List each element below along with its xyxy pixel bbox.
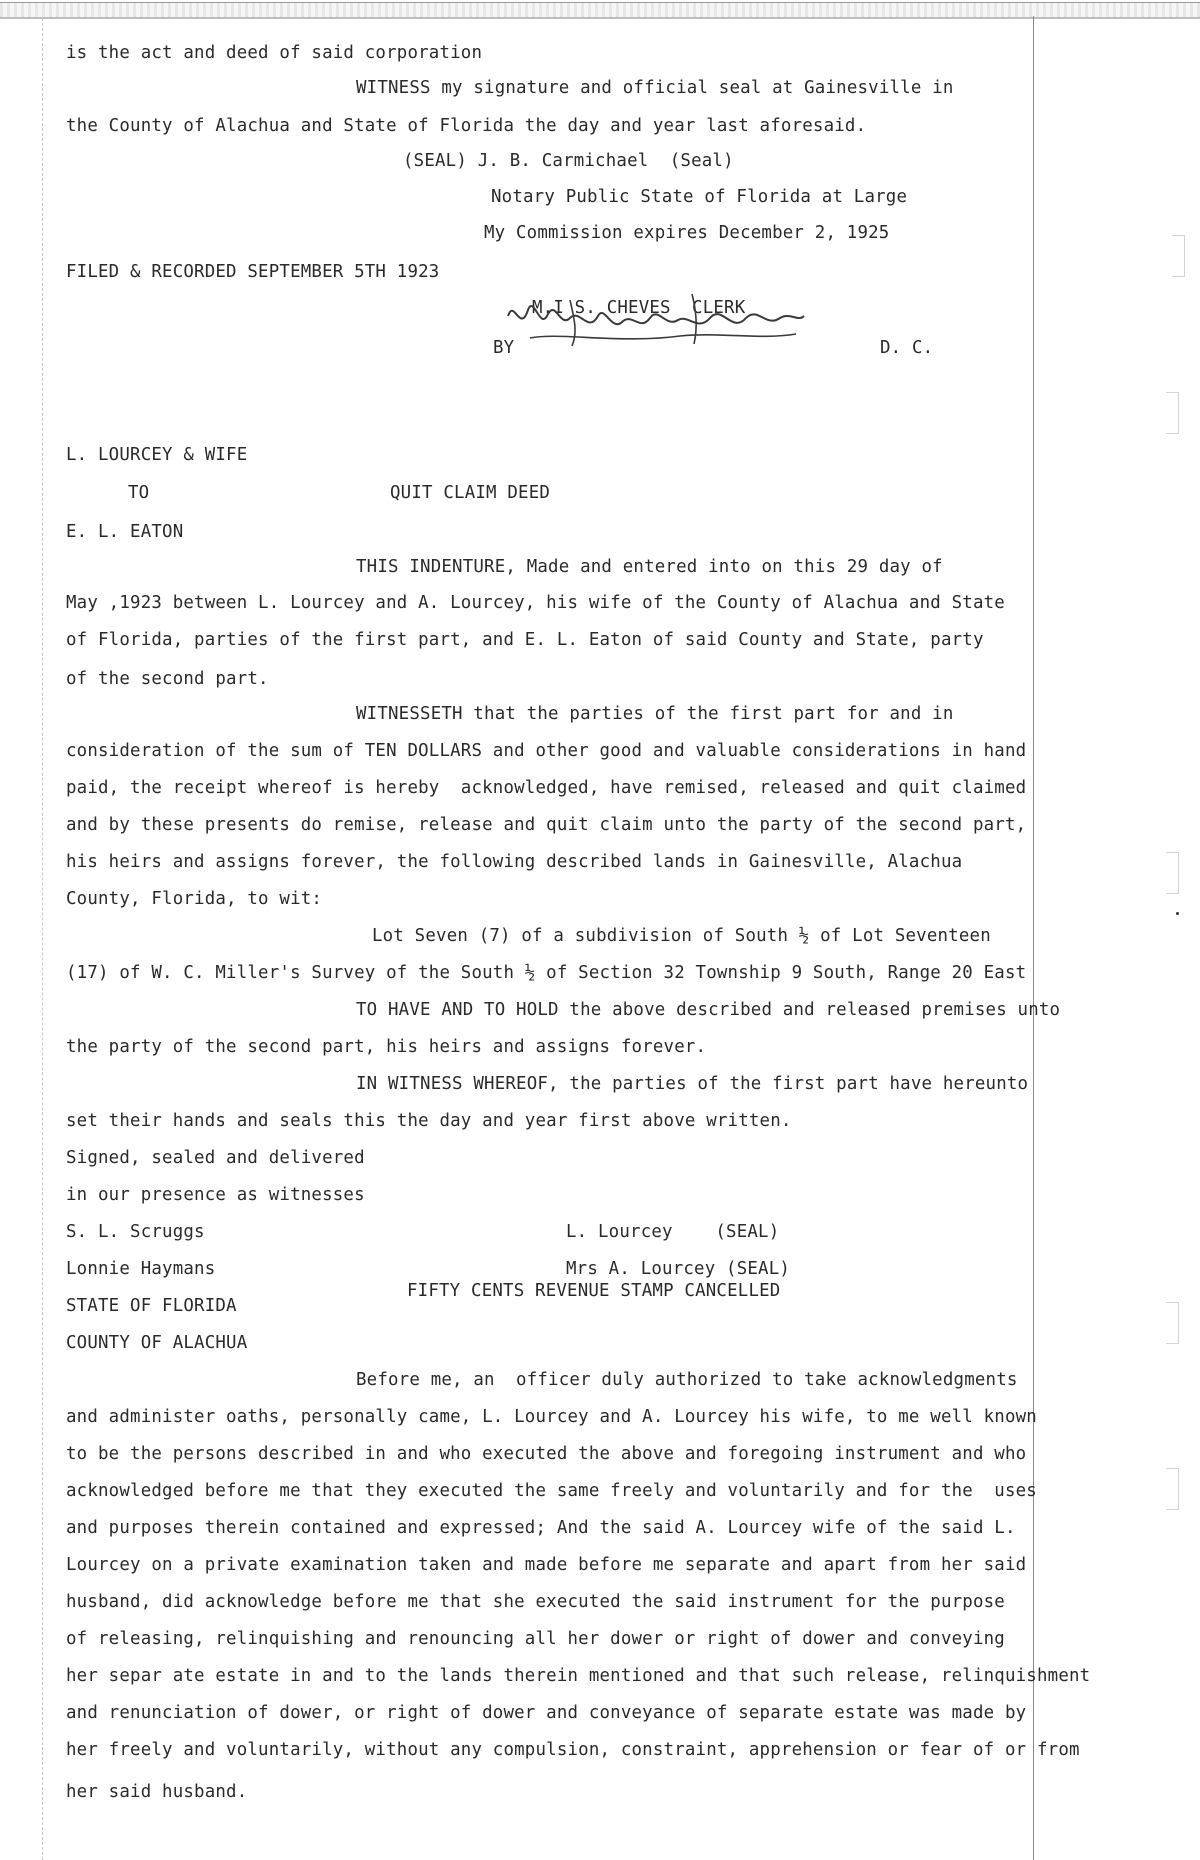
- ack-line: and purposes therein contained and expressed; And the said A. Lourcey wife of the said L.: [66, 1518, 1016, 1538]
- grantor-name: L. LOURCEY & WIFE: [66, 445, 248, 465]
- margin-dot: [1176, 912, 1179, 915]
- ack-line: her said husband.: [66, 1782, 248, 1802]
- signer-1: L. Lourcey (SEAL): [566, 1222, 780, 1242]
- grantee-name: E. L. EATON: [66, 522, 184, 542]
- filed-recorded: FILED & RECORDED SEPTEMBER 5TH 1923: [66, 262, 440, 282]
- ack-line: Before me, an officer duly authorized to take acknowledgments: [356, 1370, 1018, 1390]
- deed-type-title: QUIT CLAIM DEED: [390, 483, 551, 503]
- state-heading: STATE OF FLORIDA: [66, 1296, 237, 1316]
- deed-line: IN WITNESS WHEREOF, the parties of the first part have hereunto: [356, 1074, 1029, 1094]
- right-margin-line: [1033, 16, 1034, 1860]
- revenue-stamp-note: FIFTY CENTS REVENUE STAMP CANCELLED: [407, 1281, 781, 1301]
- binder-mark: [1166, 1302, 1179, 1344]
- witness-line-2: the County of Alachua and State of Florida the day and year last aforesaid.: [66, 116, 867, 136]
- county-heading: COUNTY OF ALACHUA: [66, 1333, 248, 1353]
- binder-mark: [1166, 852, 1179, 894]
- deed-line: and by these presents do remise, release and quit claim unto the party of the second part,: [66, 815, 1027, 835]
- ack-line: husband, did acknowledge before me that she executed the said instrument for the purpose: [66, 1592, 1005, 1612]
- ack-line: and administer oaths, personally came, L. Lourcey and A. Lourcey his wife, to me well known: [66, 1407, 1037, 1427]
- deed-line: set their hands and seals this the day and year first above written.: [66, 1111, 792, 1131]
- handwritten-signature-icon: [500, 288, 810, 358]
- clerk-name: M.I S. CHEVES CLERK: [532, 298, 746, 318]
- caption-to: TO: [128, 483, 150, 503]
- binder-mark: [1166, 392, 1179, 434]
- deed-line: in our presence as witnesses: [66, 1185, 365, 1205]
- ack-line: her separ ate estate in and to the lands therein mentioned and that such release, relinquishment: [66, 1666, 1091, 1686]
- deed-line: the party of the second part, his heirs and assigns forever.: [66, 1037, 707, 1057]
- witness-name-2: Lonnie Haymans: [66, 1259, 216, 1279]
- ack-line: and renunciation of dower, or right of dower and conveyance of separate estate was made by: [66, 1703, 1027, 1723]
- ack-line: to be the persons described in and who executed the above and foregoing instrument and who: [66, 1444, 1027, 1464]
- ack-line: of releasing, relinquishing and renouncing all her dower or right of dower and conveying: [66, 1629, 1005, 1649]
- deed-line: consideration of the sum of TEN DOLLARS and other good and valuable considerations in hand: [66, 741, 1027, 761]
- deputy-clerk-label: D. C.: [880, 338, 934, 358]
- deed-line: Lot Seven (7) of a subdivision of South ½ of Lot Seventeen: [372, 926, 991, 946]
- deed-line: THIS INDENTURE, Made and entered into on this 29 day of: [356, 557, 943, 577]
- notary-title: Notary Public State of Florida at Large: [491, 187, 908, 207]
- deed-line: of the second part.: [66, 669, 269, 689]
- ack-line: acknowledged before me that they executed the same freely and voluntarily and for the uses: [66, 1481, 1037, 1501]
- deed-line: County, Florida, to wit:: [66, 889, 323, 909]
- signer-2: Mrs A. Lourcey (SEAL): [566, 1259, 791, 1279]
- deed-line: TO HAVE AND TO HOLD the above described and released premises unto: [356, 1000, 1061, 1020]
- binder-mark: [1172, 235, 1185, 277]
- deed-line: paid, the receipt whereof is hereby acknowledged, have remised, released and quit claimed: [66, 778, 1027, 798]
- witness-name-1: S. L. Scruggs: [66, 1222, 205, 1242]
- commission-expiry: My Commission expires December 2, 1925: [484, 223, 890, 243]
- deed-line: of Florida, parties of the first part, and E. L. Eaton of said County and State, party: [66, 630, 984, 650]
- deputy-clerk-signature: [500, 288, 810, 358]
- left-margin-rule: [42, 18, 43, 1860]
- by-label: BY: [493, 338, 515, 358]
- deed-line: Signed, sealed and delivered: [66, 1148, 365, 1168]
- deed-line: his heirs and assigns forever, the following described lands in Gainesville, Alachua: [66, 852, 963, 872]
- page-top-border: [0, 2, 1200, 19]
- ack-line: Lourcey on a private examination taken and made before me separate and apart from her said: [66, 1555, 1027, 1575]
- deed-line: May ,1923 between L. Lourcey and A. Lourcey, his wife of the County of Alachua and State: [66, 593, 1005, 613]
- ack-line: her freely and voluntarily, without any compulsion, constraint, apprehension or fear of or from: [66, 1740, 1080, 1760]
- binder-mark: [1166, 1468, 1179, 1510]
- notary-seal-line: (SEAL) J. B. Carmichael (Seal): [403, 151, 734, 171]
- deed-line: (17) of W. C. Miller's Survey of the South ½ of Section 32 Township 9 South, Range 20 East: [66, 963, 1027, 983]
- deed-line: WITNESSETH that the parties of the first part for and in: [356, 704, 954, 724]
- intro-line: is the act and deed of said corporation: [66, 43, 483, 63]
- witness-line: WITNESS my signature and official seal at Gainesville in: [356, 78, 954, 98]
